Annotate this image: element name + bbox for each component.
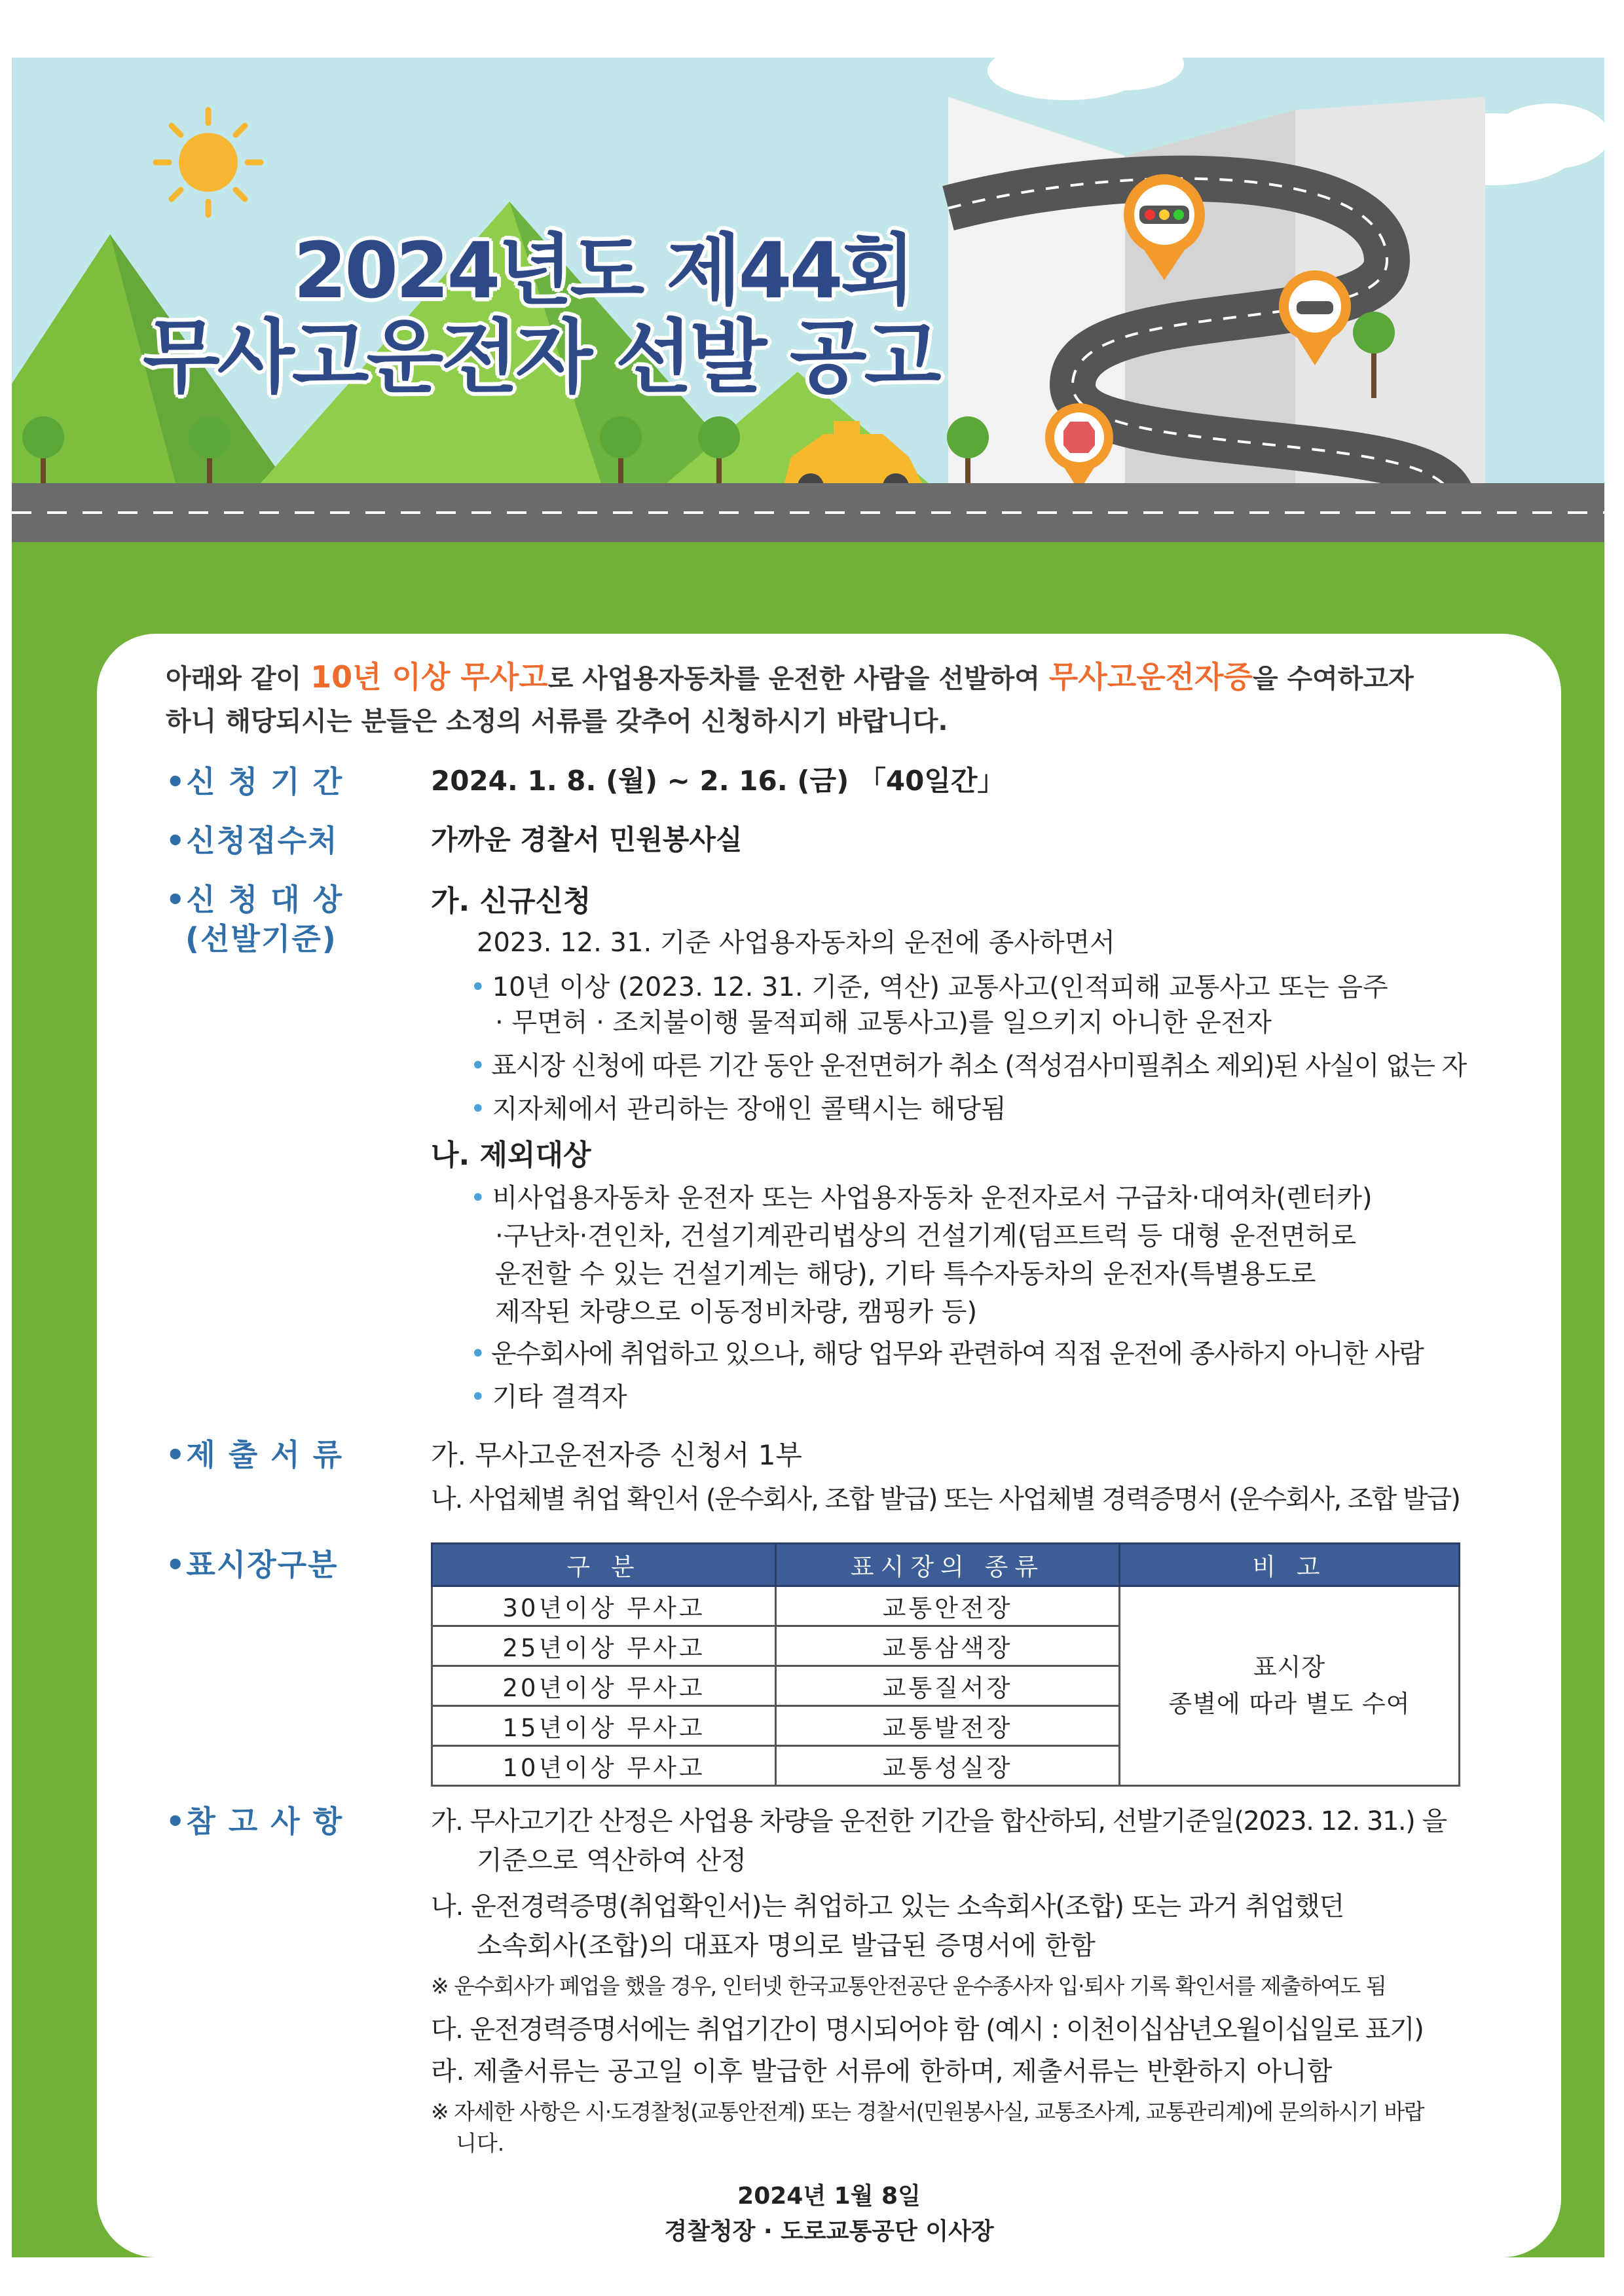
- section-label-notes: •참 고 사 항: [166, 1804, 344, 1839]
- target-na-bullet2: • 운수회사에 취업하고 있으나, 해당 업무와 관련하여 직접 운전에 종사하지 아니한 사람: [470, 1339, 1424, 1369]
- office-value: 가까운 경찰서 민원봉사실: [431, 824, 743, 856]
- highlight-text: 10년 이상 무사고: [310, 659, 548, 695]
- table-header-cell: 표시장의 종류: [776, 1544, 1120, 1586]
- target-na-bullet3: • 기타 결격자: [470, 1382, 627, 1412]
- section-label-marks: •표시장구분: [166, 1547, 339, 1582]
- mark-table: [431, 1542, 1460, 1787]
- target-ga-intro: 2023. 12. 31. 기준 사업용자동차의 운전에 종사하면서: [477, 928, 1115, 958]
- table-cell: 교통질서장: [776, 1666, 1120, 1706]
- section-label-documents: •제 출 서 류: [166, 1437, 344, 1472]
- target-na-bullet1-cont2: ·구난차·견인차, 건설기계관리법상의 건설기계(덤프트럭 등 대형 운전면허로: [495, 1221, 1357, 1251]
- target-na-title: 나. 제외대상: [431, 1139, 591, 1172]
- footer-date: 2024년 1월 8일: [737, 2183, 921, 2210]
- table-cell: 교통발전장: [776, 1706, 1120, 1746]
- notes-ga-cont: 기준으로 역산하여 산정: [477, 1846, 747, 1876]
- table-cell: 30년이상 무사고: [432, 1586, 776, 1626]
- intro-line1: 아래와 같이 10년 이상 무사고로 사업용자동차를 운전한 사람을 선발하여 무사고운전자증을 수여하고자: [166, 659, 1414, 695]
- table-header-cell: 비 고: [1120, 1544, 1460, 1586]
- notes-ra: 라. 제출서류는 공고일 이후 발급한 서류에 한하며, 제출서류는 반환하지 아니함: [431, 2056, 1333, 2086]
- table-cell: 25년이상 무사고: [432, 1626, 776, 1666]
- section-label-target-sub: (선발기준): [185, 921, 337, 957]
- page-title-line1: 2024년도 제44회: [293, 225, 913, 316]
- road-map-icon: [948, 97, 1485, 529]
- target-ga-bullet1: • 10년 이상 (2023. 12. 31. 기준, 역산) 교통사고(인적피해 교통사고 또는 음주: [470, 972, 1388, 1002]
- notes-na: 나. 운전경력증명(취업확인서)는 취업하고 있는 소속회사(조합) 또는 과거 취업했던: [431, 1891, 1344, 1922]
- section-label-period: •신 청 기 간: [166, 764, 344, 799]
- table-cell: 교통삼색장: [776, 1626, 1120, 1666]
- notes-ga: 가. 무사고기간 산정은 사업용 차량을 운전한 기간을 합산하되, 선발기준일(2023. 12. 31.) 을: [431, 1806, 1447, 1836]
- content-panel: [97, 634, 1561, 2257]
- notes-remark2-cont: 니다.: [456, 2130, 505, 2156]
- target-ga-bullet2: • 표시장 신청에 따른 기간 동안 운전면허가 취소 (적성검사미필취소 제외)된 사실이 없는 자: [470, 1051, 1466, 1081]
- table-remark-cell: 표시장 종별에 따라 별도 수여: [1120, 1586, 1460, 1786]
- table-cell: 10년이상 무사고: [432, 1746, 776, 1786]
- table-header-row: [432, 1544, 1460, 1586]
- page-title-line2: 무사고운전자 선발 공고: [143, 311, 939, 404]
- table-row: [432, 1586, 1460, 1626]
- target-ga-title: 가. 신규신청: [431, 884, 591, 918]
- period-value: 2024. 1. 8. (월) ~ 2. 16. (금) 「40일간」: [431, 765, 1005, 797]
- intro-line2: 하니 해당되시는 분들은 소정의 서류를 갖추어 신청하시기 바랍니다.: [166, 706, 948, 737]
- sun-icon: [156, 110, 261, 215]
- highlight-text: 무사고운전자증: [1048, 659, 1253, 695]
- section-label-office: •신청접수처: [166, 823, 339, 858]
- documents-ga: 가. 무사고운전자증 신청서 1부: [431, 1439, 802, 1471]
- target-na-bullet1: • 비사업용자동차 운전자 또는 사업용자동차 운전자로서 구급차·대여차(렌터카): [470, 1183, 1373, 1213]
- notes-da: 다. 운전경력증명서에는 취업기간이 명시되어야 함 (예시 : 이천이십삼년오월이십일로 표기): [431, 2014, 1424, 2045]
- poster: [12, 58, 1604, 2257]
- target-na-bullet1-cont4: 제작된 차량으로 이동정비차량, 캠핑카 등): [495, 1297, 978, 1327]
- table-cell: 15년이상 무사고: [432, 1706, 776, 1746]
- table-cell: 교통성실장: [776, 1746, 1120, 1786]
- target-na-bullet1-cont3: 운전할 수 있는 건설기계는 해당), 기타 특수자동차의 운전자(특별용도로: [495, 1259, 1316, 1289]
- target-ga-bullet3: • 지자체에서 관리하는 장애인 콜택시는 해당됨: [470, 1094, 1006, 1124]
- notes-remark2: ※ 자세한 사항은 시·도경찰청(교통안전계) 또는 경찰서(민원봉사실, 교통조사계, 교통관리계)에 문의하시기 바랍: [431, 2099, 1424, 2124]
- table-header-cell: 구 분: [432, 1544, 776, 1586]
- notes-remark1: ※ 운수회사가 폐업을 했을 경우, 인터넷 한국교통안전공단 운수종사자 입·퇴사 기록 확인서를 제출하여도 됨: [431, 1973, 1386, 1999]
- notes-na-cont: 소속회사(조합)의 대표자 명의로 발급된 증명서에 한함: [477, 1931, 1096, 1961]
- documents-na: 나. 사업체별 취업 확인서 (운수회사, 조합 발급) 또는 사업체별 경력증명서 (운수회사, 조합 발급): [431, 1484, 1460, 1514]
- target-ga-bullet1-cont: · 무면허 · 조치불이행 물적피해 교통사고)를 일으키지 아니한 운전자: [495, 1008, 1272, 1038]
- section-label-target: •신 청 대 상: [166, 882, 344, 917]
- table-cell: 교통안전장: [776, 1586, 1120, 1626]
- footer-issuer: 경찰청장 · 도로교통공단 이사장: [664, 2218, 994, 2245]
- table-cell: 20년이상 무사고: [432, 1666, 776, 1706]
